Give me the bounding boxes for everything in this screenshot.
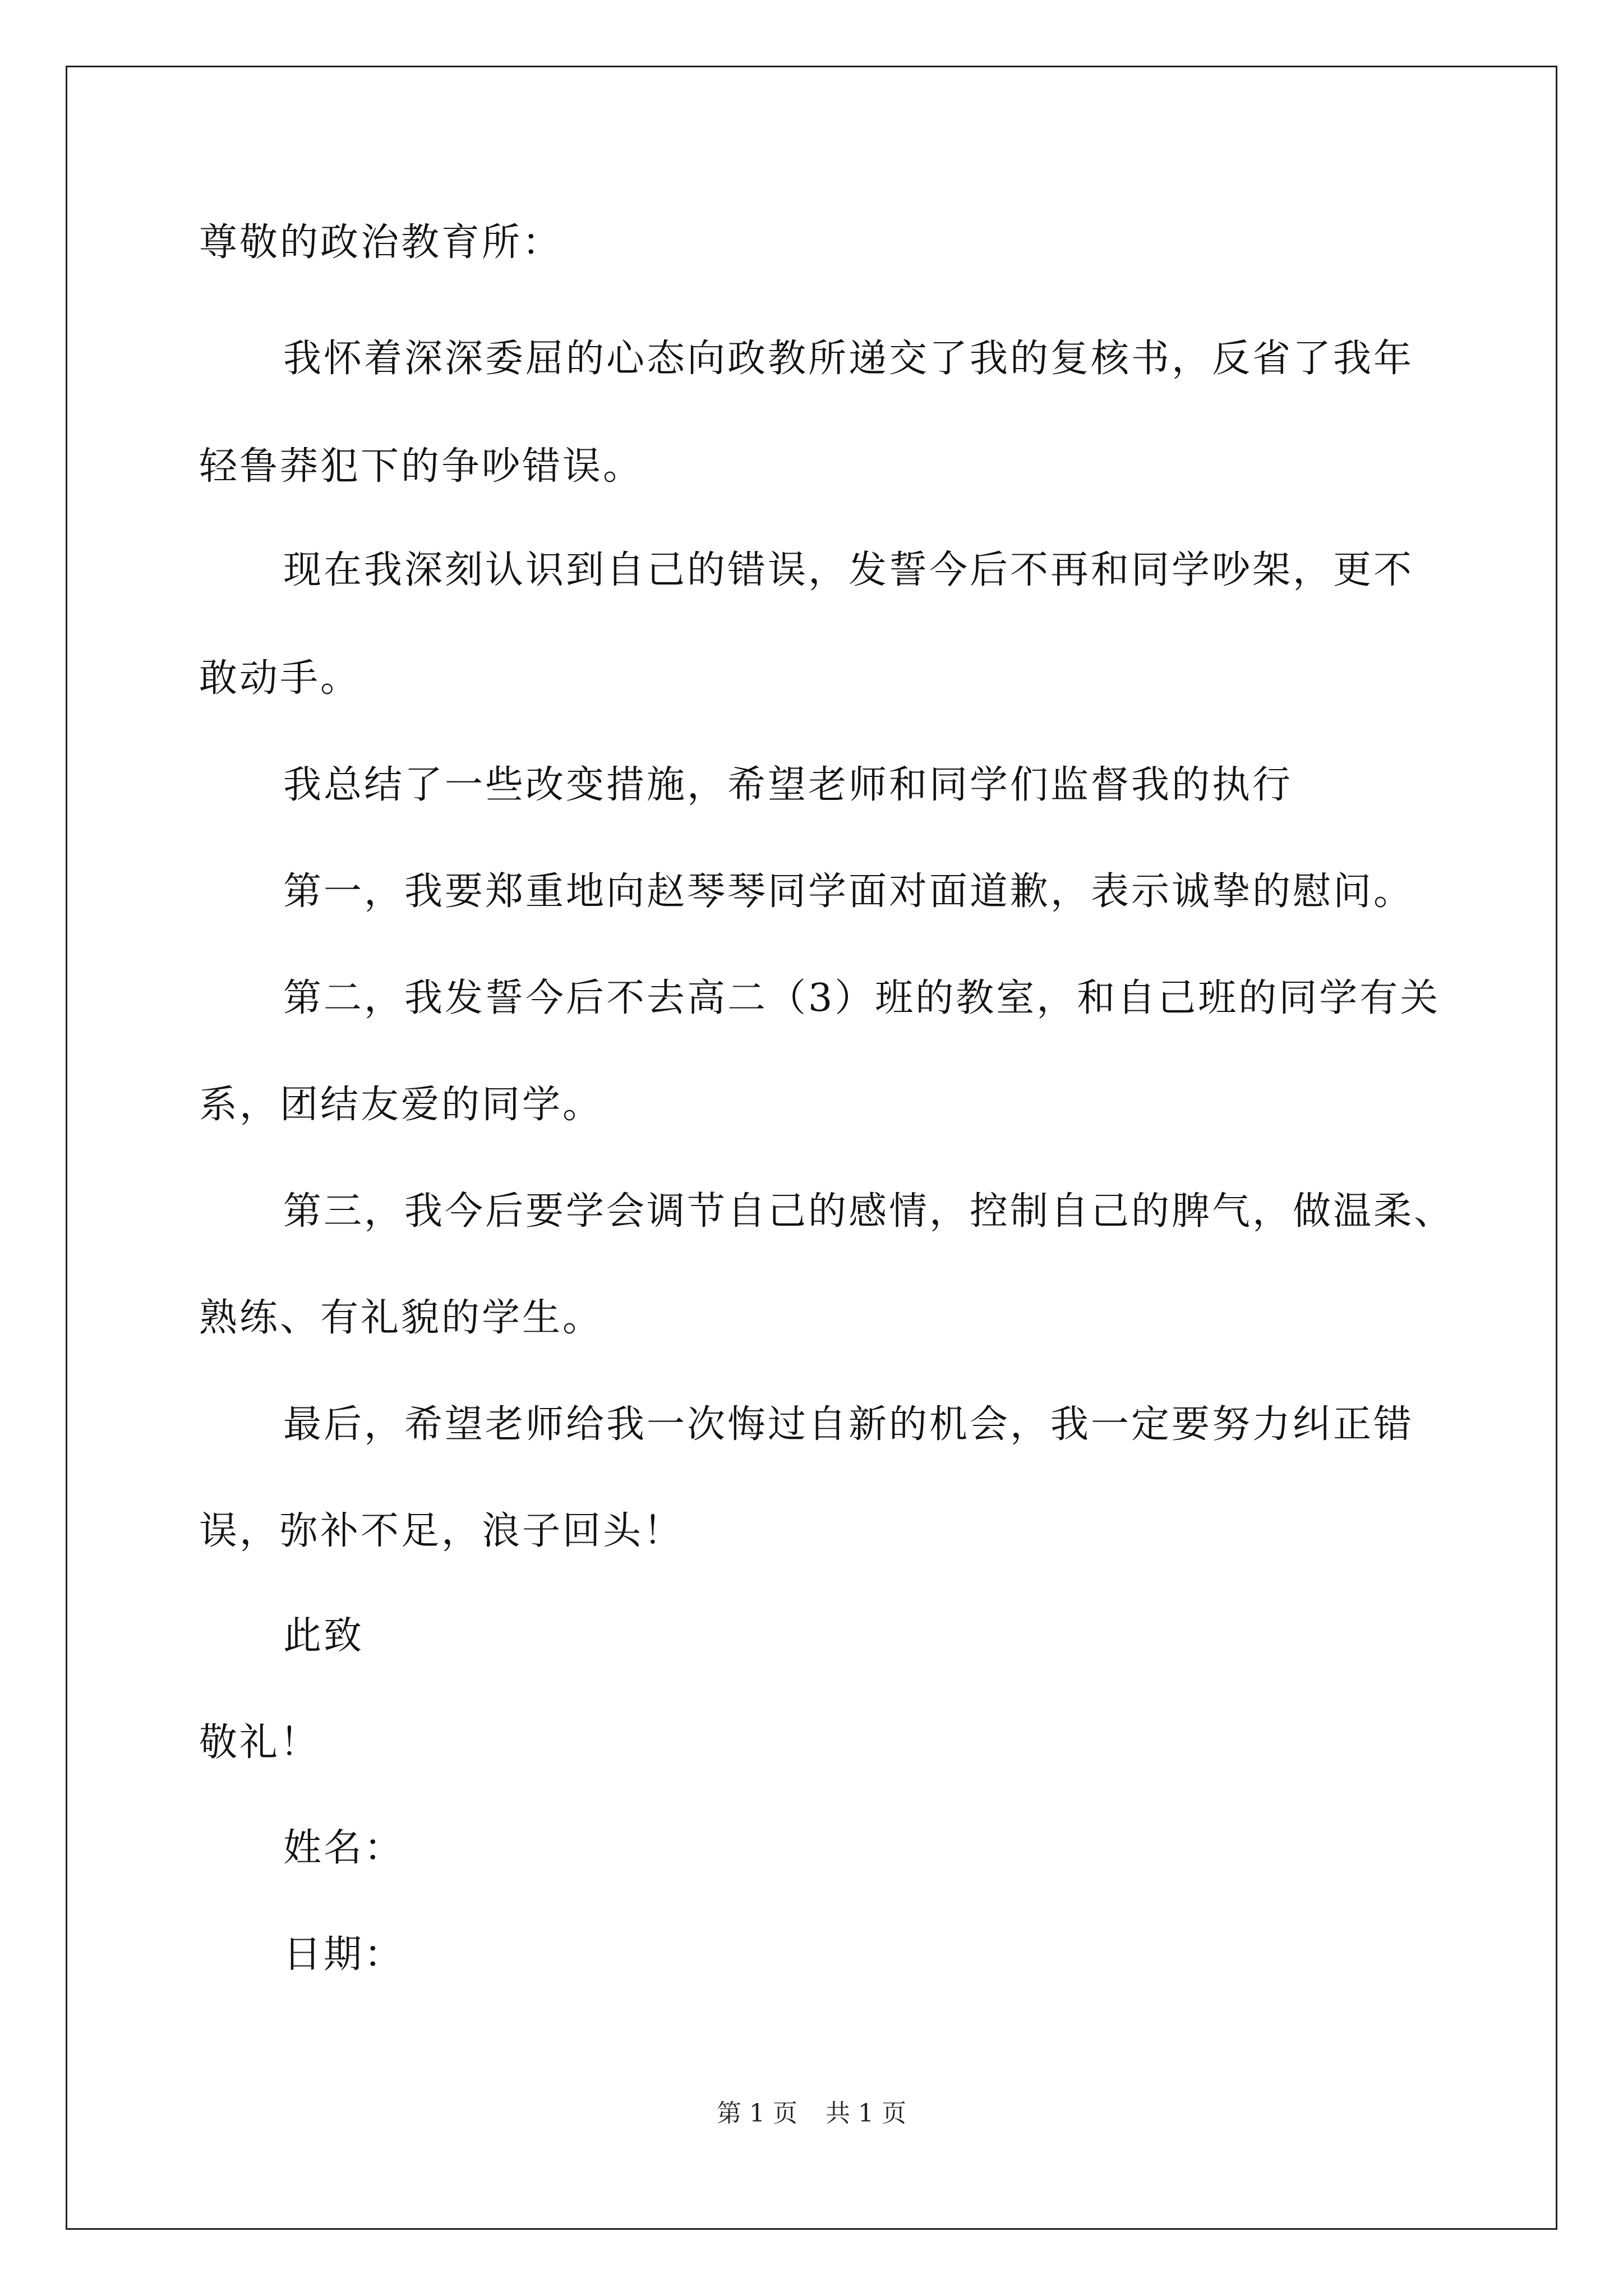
paragraph-2-line-1: 现在我深刻认识到自己的错误，发誓今后不再和同学吵架，更不 xyxy=(283,548,1414,592)
date-label: 日期： xyxy=(283,1932,405,1977)
paragraph-1-line-2: 轻鲁莽犯下的争吵错误。 xyxy=(199,444,644,489)
paragraph-3-line-1: 我总结了一些改变措施，希望老师和同学们监督我的执行 xyxy=(283,763,1293,807)
name-label: 姓名： xyxy=(283,1826,405,1870)
closing-line-2: 误，弥补不足，浪子回头！ xyxy=(199,1509,684,1553)
paragraph-1-line-1: 我怀着深深委屈的心态向政教所递交了我的复核书，反省了我年 xyxy=(283,337,1414,381)
page-border xyxy=(66,66,1557,2230)
page-number-total: 共 1 页 xyxy=(826,2099,906,2128)
point-3-line-2: 熟练、有礼貌的学生。 xyxy=(199,1296,603,1340)
salutation: 尊敬的政治教育所： xyxy=(199,220,563,265)
closing-line-1: 最后，希望老师给我一次悔过自新的机会，我一定要努力纠正错 xyxy=(283,1402,1414,1447)
point-2-line-1: 第二，我发誓今后不去高二（3）班的教室，和自己班的同学有关 xyxy=(283,976,1441,1020)
point-1-line-1: 第一，我要郑重地向赵琴琴同学面对面道歉，表示诚挚的慰问。 xyxy=(283,869,1414,914)
paragraph-2-line-2: 敢动手。 xyxy=(199,656,361,701)
point-3-line-1: 第三，我今后要学会调节自己的感情，控制自己的脾气，做温柔、 xyxy=(283,1189,1455,1234)
page-number-current: 第 1 页 xyxy=(717,2099,797,2128)
page-footer xyxy=(0,2097,1623,2131)
point-2-line-2: 系，团结友爱的同学。 xyxy=(199,1083,603,1127)
regards-line-2: 敬礼！ xyxy=(199,1720,321,1765)
regards-line-1: 此致 xyxy=(283,1614,365,1658)
